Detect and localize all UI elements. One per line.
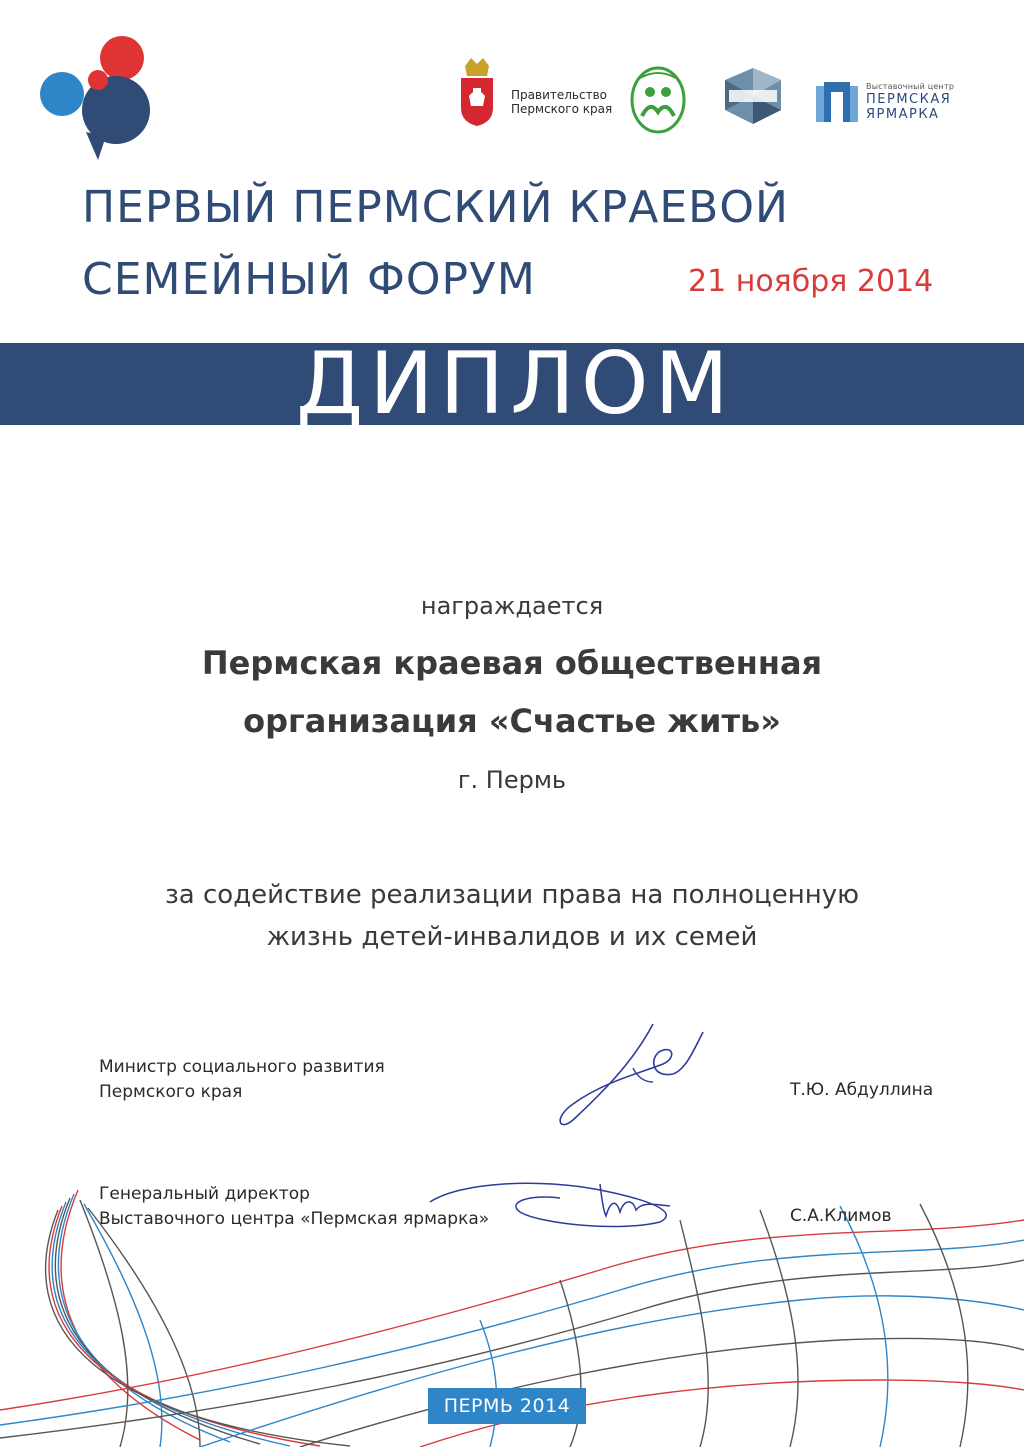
title-line2: СЕМЕЙНЫЙ ФОРУМ (82, 254, 536, 305)
director-signature-icon (420, 1172, 720, 1232)
title-line1: ПЕРВЫЙ ПЕРМСКИЙ КРАЕВОЙ (82, 182, 789, 233)
director-title-line2: Выставочного центра «Пермская ярмарка» (99, 1209, 490, 1229)
government-logo-text (511, 88, 612, 116)
minister-title-line2: Пермского края (99, 1082, 243, 1102)
director-name: С.А.Климов (790, 1206, 892, 1226)
public-chamber-icon (719, 66, 787, 126)
government-line1: Правительство (511, 88, 607, 102)
expo-center-icon (816, 82, 858, 122)
footer-badge: ПЕРМЬ 2014 (428, 1388, 586, 1424)
minister-title (99, 1055, 385, 1105)
forum-date: 21 ноября 2014 (688, 264, 934, 299)
minister-title-line1: Министр социального развития (99, 1057, 385, 1077)
expo-small-label: Выставочный центр (866, 82, 955, 91)
minister-signature-icon (553, 1012, 713, 1132)
director-title-line1: Генеральный директор (99, 1184, 310, 1204)
expo-name (866, 92, 951, 122)
expo-name-line2: ЯРМАРКА (866, 107, 940, 122)
reason-line1: за содействие реализации права на полноценную (164, 880, 860, 910)
minister-name: Т.Ю. Абдуллина (790, 1080, 934, 1100)
organization-line1: Пермская краевая общественная (201, 644, 823, 682)
perm-coat-of-arms-icon (457, 56, 497, 128)
expo-name-line1: ПЕРМСКАЯ (866, 92, 952, 107)
organization-line2: организация «Счастье жить» (243, 702, 781, 740)
ombudsman-children-icon (630, 66, 686, 134)
city-label: г. Пермь (457, 766, 567, 794)
diploma-heading: ДИПЛОМ (296, 334, 735, 434)
government-line2: Пермского края (511, 102, 613, 116)
reason-line2: жизнь детей-инвалидов и их семей (266, 922, 758, 952)
awarded-label: награждается (420, 592, 604, 620)
forum-logo-icon (36, 36, 156, 160)
